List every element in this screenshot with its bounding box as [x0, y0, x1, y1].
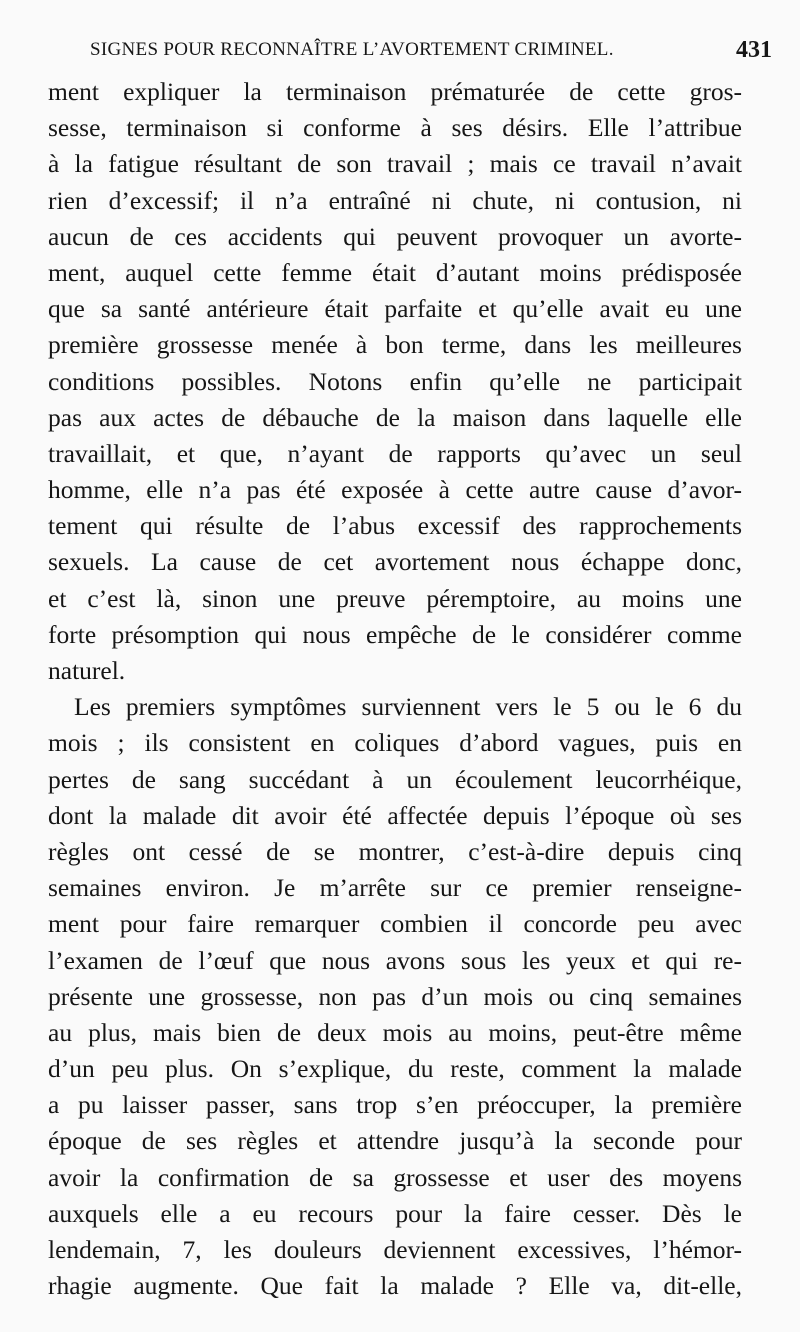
- text-line: pas aux actes de débauche de la maison dans laquelle elle: [48, 402, 742, 432]
- text-line: conditions possibles. Notons enfin qu’elle ne participait: [48, 366, 742, 396]
- text-line: homme, elle n’a pas été exposée à cette autre cause d’avor-: [48, 475, 742, 505]
- text-line: travaillait, et que, n’ayant de rapports qu’avec un seul: [48, 438, 742, 468]
- text-line: pertes de sang succédant à un écoulement leucorrhéique,: [48, 764, 742, 794]
- text-line: que sa santé antérieure était parfaite et qu’elle avait eu une: [48, 294, 742, 324]
- text-line: ment, auquel cette femme était d’autant moins prédisposée: [48, 257, 742, 287]
- text-line: au plus, mais bien de deux mois au moins, peut-être même: [48, 1017, 742, 1047]
- text-line: l’examen de l’œuf que nous avons sous les yeux et qui re-: [48, 945, 742, 975]
- text-line: ment pour faire remarquer combien il concorde peu avec: [48, 909, 742, 939]
- text-line: lendemain, 7, les douleurs deviennent excessives, l’hémor-: [48, 1235, 742, 1264]
- paragraph-2: [48, 689, 742, 1304]
- text-line: aucun de ces accidents qui peuvent provoquer un avorte-: [48, 221, 742, 251]
- text-line: et c’est là, sinon une preuve péremptoire, au moins une: [48, 583, 742, 613]
- text-line: ment expliquer la terminaison prématurée de cette gros-: [48, 77, 742, 106]
- running-head: [90, 30, 772, 70]
- text-line: rien d’excessif; il n’a entraîné ni chute, ni contusion, ni: [48, 185, 742, 215]
- text-line: règles ont cessé de se montrer, c’est-à-dire depuis cinq: [48, 836, 742, 866]
- page-number: 431: [736, 36, 772, 63]
- text-line: Les premiers symptômes surviennent vers le 5 ou le 6 du: [74, 692, 742, 722]
- running-title: SIGNES POUR RECONNAÎTRE L’AVORTEMENT CRIMINEL.: [90, 39, 614, 60]
- text-line: époque de ses règles et attendre jusqu’à la seconde pour: [48, 1126, 742, 1156]
- text-line: auxquels elle a eu recours pour la faire cesser. Dès le: [48, 1198, 742, 1228]
- text-line: sexuels. La cause de cet avortement nous échappe donc,: [48, 547, 742, 577]
- text-line: forte présomption qui nous empêche de le considérer comme: [48, 619, 742, 649]
- text-line: présente une grossesse, non pas d’un mois ou cinq semaines: [48, 981, 742, 1011]
- text-line: naturel.: [48, 656, 126, 685]
- text-line: dont la malade dit avoir été affectée depuis l’époque où ses: [48, 800, 742, 830]
- text-line: mois ; ils consistent en coliques d’abord vagues, puis en: [48, 728, 742, 758]
- text-line: à la fatigue résultant de son travail ; mais ce travail n’avait: [48, 149, 742, 179]
- text-line: avoir la confirmation de sa grossesse et user des moyens: [48, 1162, 742, 1192]
- text-line: a pu laisser passer, sans trop s’en préoccuper, la première: [48, 1090, 742, 1120]
- text-line: première grossesse menée à bon terme, dans les meilleures: [48, 330, 742, 360]
- text-line: sesse, terminaison si conforme à ses désirs. Elle l’attribue: [48, 113, 742, 143]
- text-line: rhagie augmente. Que fait la malade ? Elle va, dit-elle,: [48, 1271, 742, 1301]
- paragraph-1: [48, 74, 742, 689]
- body-text: [48, 74, 742, 1304]
- text-line: semaines environ. Je m’arrête sur ce premier renseigne-: [48, 873, 742, 903]
- text-line: d’un peu plus. On s’explique, du reste, comment la malade: [48, 1054, 742, 1084]
- text-line: tement qui résulte de l’abus excessif des rapprochements: [48, 511, 742, 541]
